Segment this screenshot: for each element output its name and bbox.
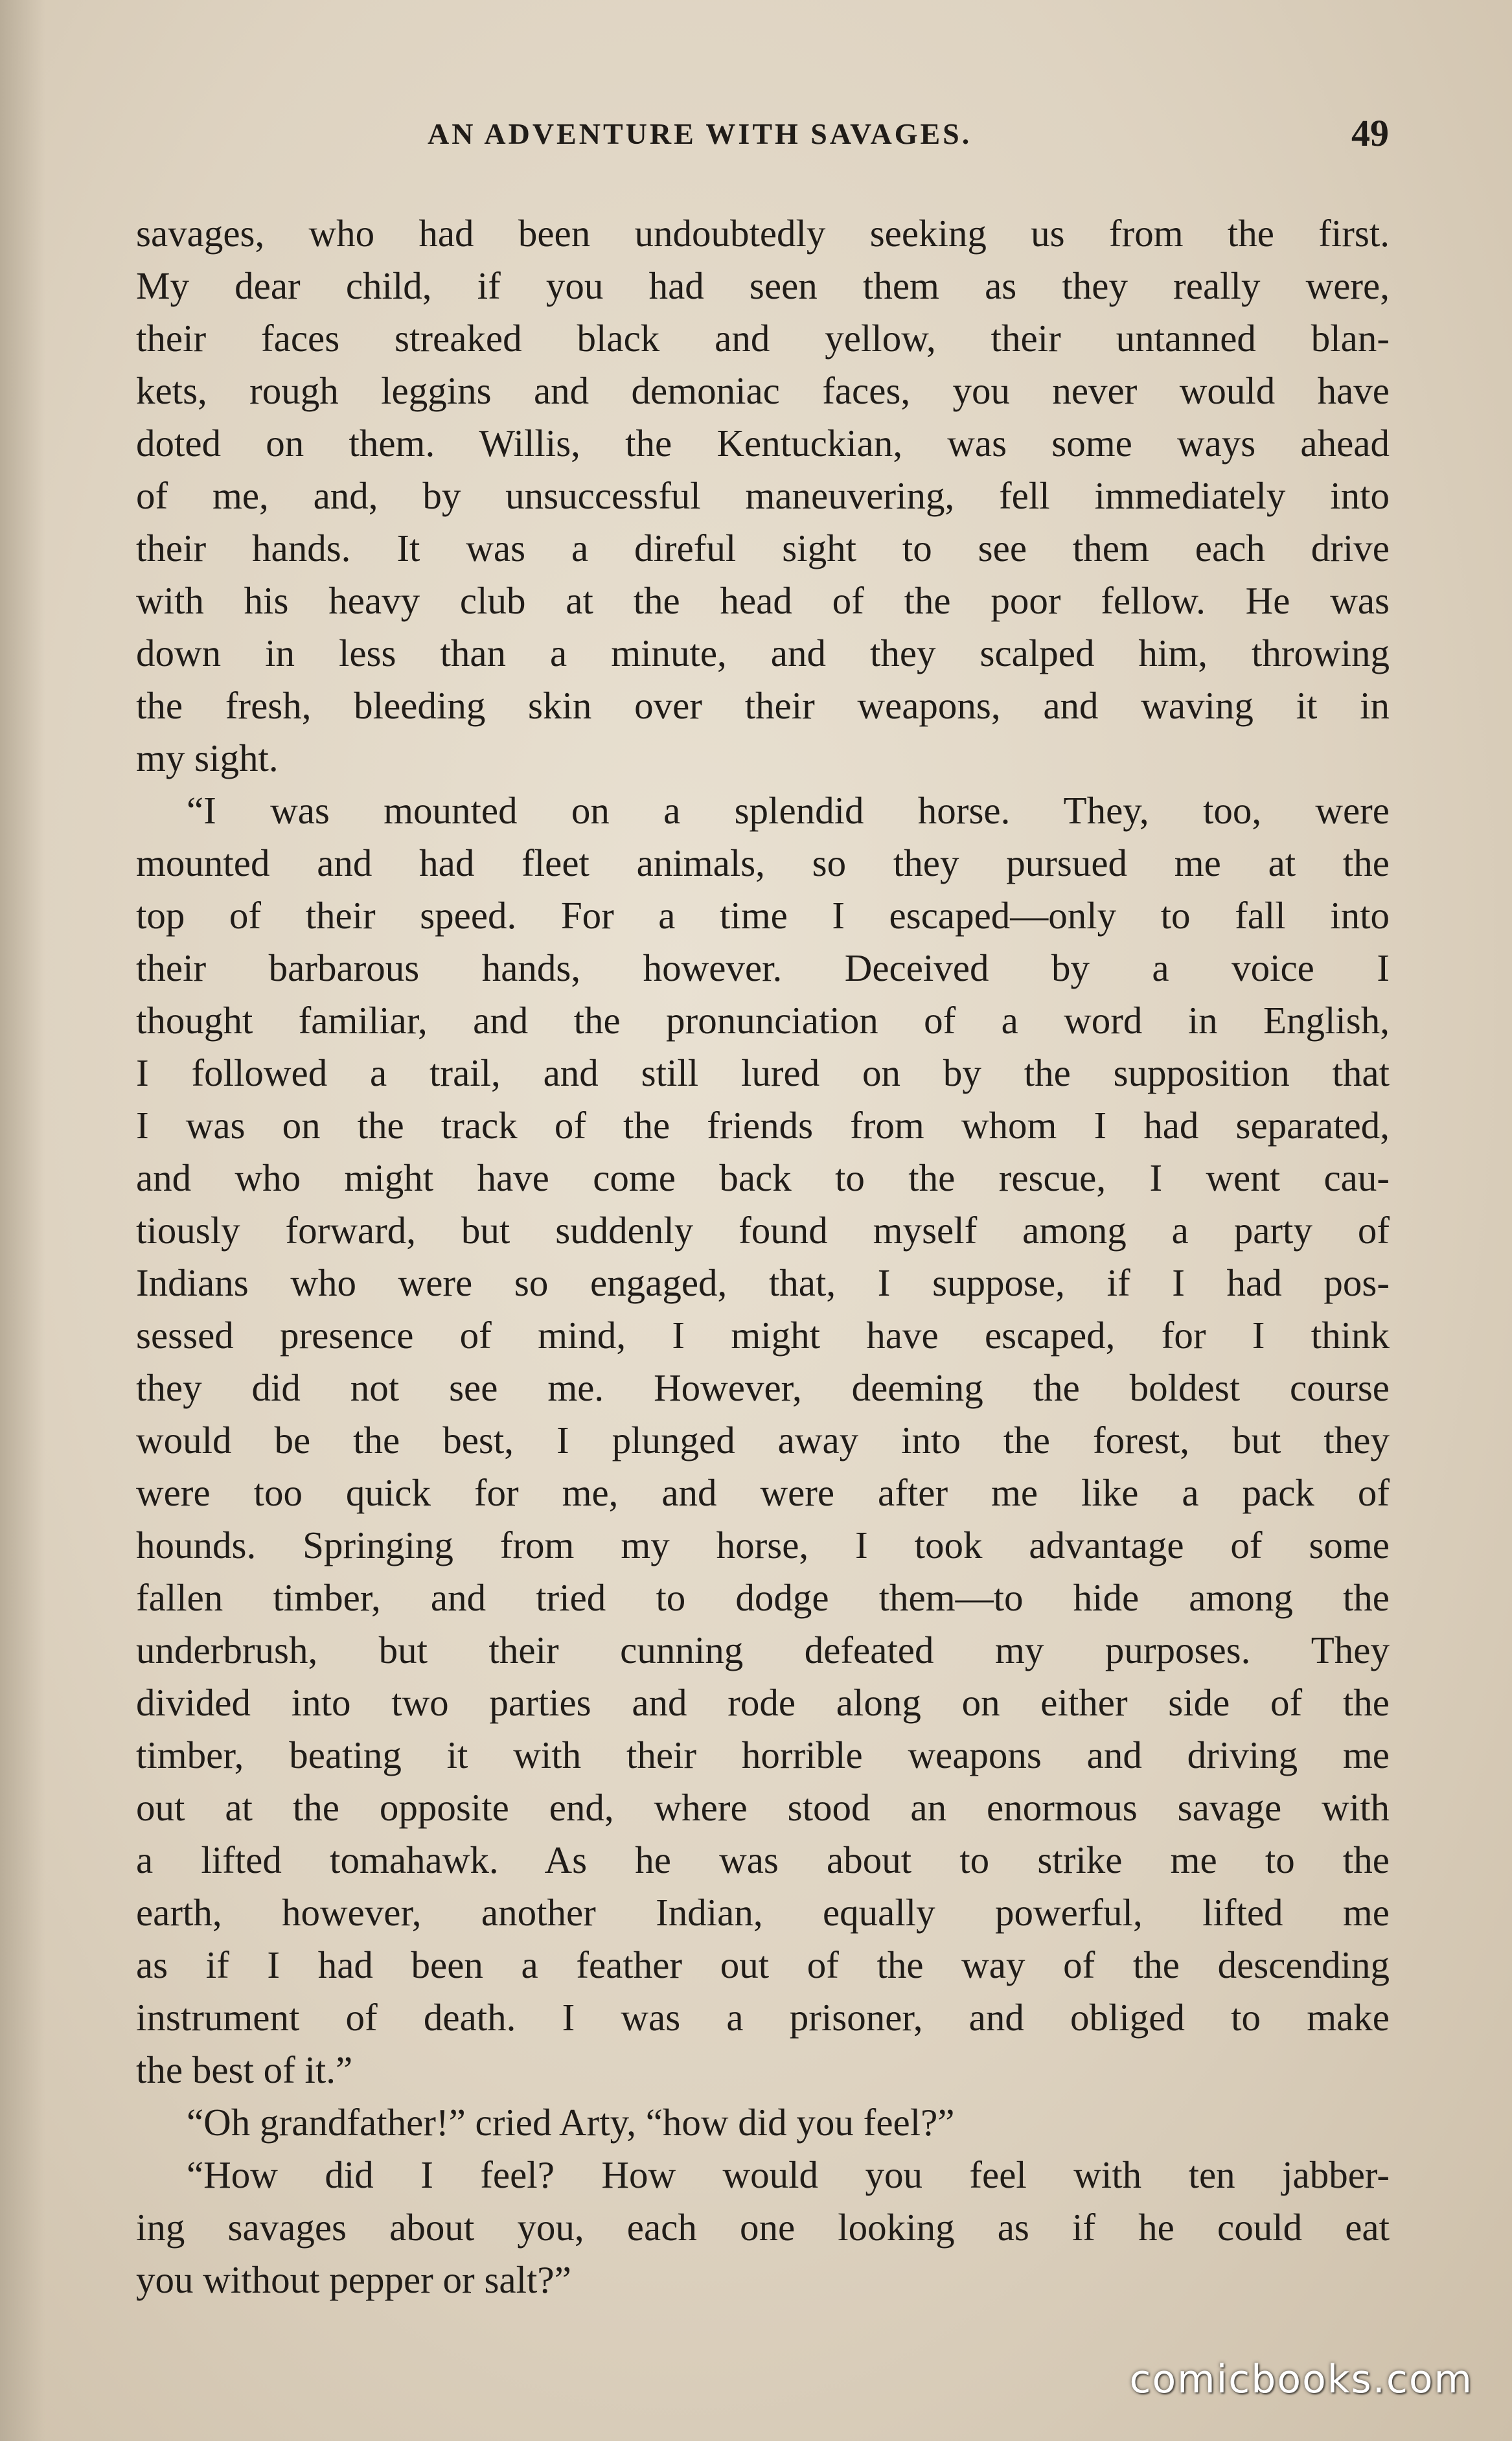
text-line: the fresh, bleeding skin over their weapons, and waving it in xyxy=(136,684,1390,727)
text-line: you without pepper or salt?” xyxy=(136,2258,571,2301)
text-line: their faces streaked black and yellow, their untanned blan- xyxy=(136,317,1390,360)
text-line: and who might have come back to the rescue, I went cau- xyxy=(136,1156,1390,1199)
text-line: as if I had been a feather out of the way of the descending xyxy=(136,1943,1390,1986)
text-line: the best of it.” xyxy=(136,2048,353,2091)
text-line: doted on them. Willis, the Kentuckian, was some ways ahead xyxy=(136,422,1390,464)
text-line: timber, beating it with their horrible weapons and driving me xyxy=(136,1734,1390,1776)
text-line: tiously forward, but suddenly found myself among a party of xyxy=(136,1209,1390,1252)
text-line: were too quick for me, and were after me like a pack of xyxy=(136,1471,1390,1514)
text-line: my sight. xyxy=(136,737,279,779)
text-line: would be the best, I plunged away into the forest, but they xyxy=(136,1419,1390,1461)
text-line: instrument of death. I was a prisoner, and obliged to make xyxy=(136,1996,1390,2039)
text-line: top of their speed. For a time I escaped—only to fall into xyxy=(136,894,1390,937)
text-line: a lifted tomahawk. As he was about to strike me to the xyxy=(136,1839,1390,1881)
text-line: fallen timber, and tried to dodge them—to hide among the xyxy=(136,1576,1390,1619)
text-line: savages, who had been undoubtedly seeking us from the first. xyxy=(136,212,1390,255)
text-line: My dear child, if you had seen them as they really were, xyxy=(136,264,1390,307)
text-line: they did not see me. However, deeming the boldest course xyxy=(136,1366,1390,1409)
text-line: their barbarous hands, however. Deceived by a voice I xyxy=(136,946,1390,989)
text-line: down in less than a minute, and they scalped him, throwing xyxy=(136,632,1390,674)
body-text xyxy=(136,207,1390,2306)
text-line: I was on the track of the friends from whom I had separated, xyxy=(136,1104,1390,1147)
text-line: kets, rough leggins and demoniac faces, you never would have xyxy=(136,369,1390,412)
text-line: “Oh grandfather!” cried Arty, “how did you feel?” xyxy=(187,2101,955,2144)
text-line: earth, however, another Indian, equally powerful, lifted me xyxy=(136,1891,1390,1934)
page-number: 49 xyxy=(1351,112,1389,154)
text-line: hounds. Springing from my horse, I took advantage of some xyxy=(136,1524,1390,1566)
text-line: sessed presence of mind, I might have escaped, for I think xyxy=(136,1314,1390,1357)
text-line: with his heavy club at the head of the poor fellow. He was xyxy=(136,579,1390,622)
text-line: their hands. It was a direful sight to see them each drive xyxy=(136,527,1390,569)
text-line: Indians who were so engaged, that, I suppose, if I had pos- xyxy=(136,1261,1390,1304)
text-line: divided into two parties and rode along on either side of the xyxy=(136,1681,1390,1724)
watermark-logo: comicbooks.com xyxy=(1129,2357,1473,2402)
text-line: out at the opposite end, where stood an enormous savage with xyxy=(136,1786,1390,1829)
text-line: mounted and had fleet animals, so they pursued me at the xyxy=(136,842,1390,884)
text-line: thought familiar, and the pronunciation of a word in English, xyxy=(136,999,1390,1042)
text-line: underbrush, but their cunning defeated my purposes. They xyxy=(136,1629,1390,1671)
text-line: ing savages about you, each one looking as if he could eat xyxy=(136,2206,1390,2249)
text-line: I followed a trail, and still lured on by the supposition that xyxy=(136,1051,1390,1094)
text-line: of me, and, by unsuccessful maneuvering, fell immediately into xyxy=(136,474,1390,517)
text-line: “I was mounted on a splendid horse. They, too, were xyxy=(187,789,1390,832)
running-title: AN ADVENTURE WITH SAVAGES. xyxy=(428,117,972,150)
text-line: “How did I feel? How would you feel with ten jabber- xyxy=(187,2153,1390,2196)
